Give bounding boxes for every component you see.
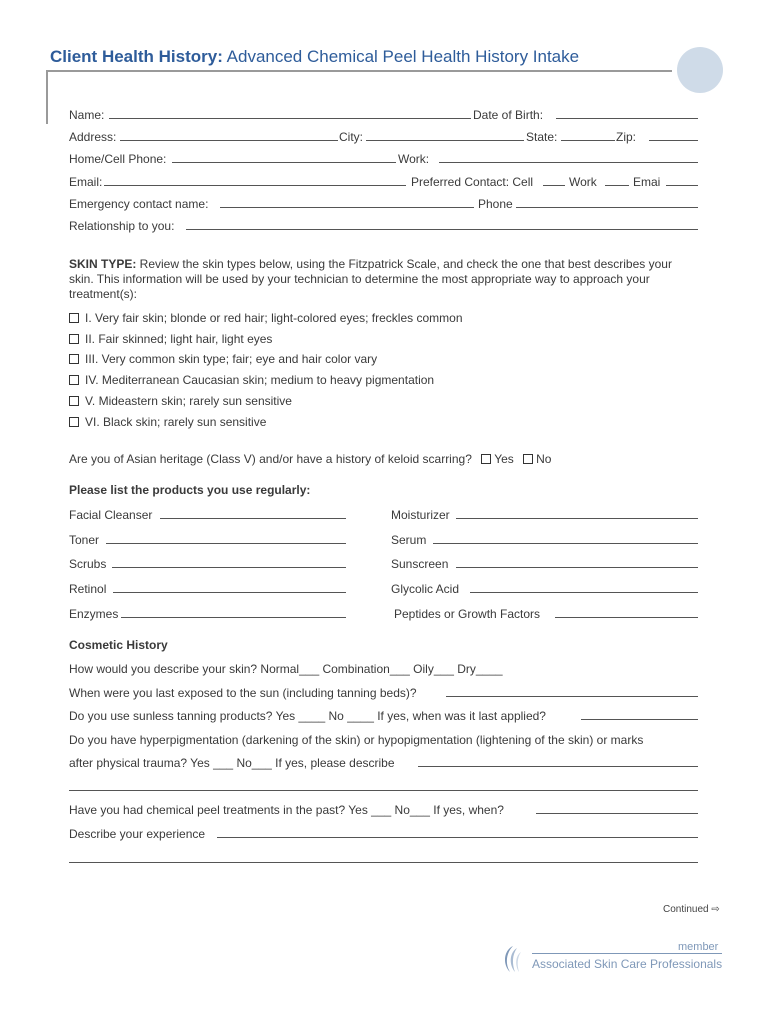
address-input[interactable] — [120, 130, 338, 141]
asian-heritage-row — [69, 452, 699, 466]
skin-option-label: III. Very common skin type; fair; eye and hair color vary — [85, 352, 378, 366]
pigmentation-question: Do you have hyperpigmentation (darkening of the skin) or hypopigmentation (lightening of the skin) or marks — [69, 733, 644, 747]
preferred-work-input[interactable] — [605, 175, 629, 186]
home-phone-label: Home/Cell Phone: — [69, 152, 167, 166]
sunless-tanning-input[interactable] — [581, 709, 698, 720]
product-label: Toner — [69, 533, 100, 547]
pigmentation-input-line-2[interactable] — [69, 780, 698, 791]
name-label: Name: — [69, 108, 105, 122]
member-rule — [532, 953, 722, 954]
product-label: Glycolic Acid — [391, 582, 460, 596]
skin-type-text: Review the skin types below, using the Fitzpatrick Scale, and check the one that best describes your skin. This information will be used by your technician to determine the most appropriate way to approach your treatment(s): — [69, 257, 672, 301]
product-sunscreen — [391, 557, 448, 571]
relationship-input[interactable] — [186, 219, 698, 230]
retinol-input[interactable] — [113, 582, 346, 593]
skin-option-3[interactable] — [69, 352, 699, 366]
experience-row — [69, 827, 699, 841]
asian-no-option[interactable] — [523, 452, 551, 466]
serum-input[interactable] — [433, 533, 698, 544]
email-label: Email: — [69, 175, 103, 189]
products-heading: Please list the products you use regularly: — [69, 483, 311, 497]
chemical-peel-row — [69, 803, 699, 817]
skin-option-6[interactable] — [69, 415, 699, 429]
product-glycolic-acid — [391, 582, 459, 596]
skin-option-5[interactable] — [69, 394, 699, 408]
skin-option-label: VI. Black skin; rarely sun sensitive — [85, 415, 267, 429]
preferred-email-input[interactable] — [666, 175, 698, 186]
chemical-peel-input[interactable] — [536, 803, 698, 814]
title-bold: Client Health History: — [50, 47, 223, 66]
city-label: City: — [339, 130, 363, 144]
relationship-label: Relationship to you: — [69, 219, 175, 233]
scrubs-input[interactable] — [112, 557, 346, 568]
product-label: Scrubs — [69, 557, 107, 571]
skin-option-4[interactable] — [69, 373, 699, 387]
experience-input[interactable] — [217, 827, 698, 838]
preferred-cell-input[interactable] — [543, 175, 565, 186]
skin-option-label: V. Mideastern skin; rarely sun sensitive — [85, 394, 292, 408]
emergency-label: Emergency contact name: — [69, 197, 209, 211]
product-label: Facial Cleanser — [69, 508, 153, 522]
checkbox-icon[interactable] — [69, 334, 79, 344]
checkbox-icon[interactable] — [481, 454, 491, 464]
skin-type-heading: SKIN TYPE: — [69, 257, 137, 271]
checkbox-icon[interactable] — [69, 375, 79, 385]
work-phone-input[interactable] — [439, 152, 698, 163]
checkbox-icon[interactable] — [69, 354, 79, 364]
work-label: Work: — [398, 152, 430, 166]
preferred-email-label: Emai — [633, 175, 661, 189]
asian-heritage-question: Are you of Asian heritage (Class V) and/or have a history of keloid scarring? — [69, 452, 472, 466]
product-label: Enzymes — [69, 607, 119, 621]
relationship-row — [69, 219, 699, 233]
cosmetic-history-heading: Cosmetic History — [69, 638, 168, 652]
preferred-contact-label: Preferred Contact: Cell — [411, 175, 534, 189]
skin-option-label: I. Very fair skin; blonde or red hair; light-colored eyes; freckles common — [85, 311, 463, 325]
sun-exposure-row — [69, 686, 699, 700]
checkbox-icon[interactable] — [523, 454, 533, 464]
page-title — [50, 47, 579, 67]
phone-label: Phone — [478, 197, 513, 211]
header-circle-decoration — [677, 47, 723, 93]
checkbox-icon[interactable] — [69, 313, 79, 323]
phone-row — [69, 152, 699, 166]
continued-label: Continued ⇨ — [663, 904, 720, 915]
sunless-tanning-row — [69, 709, 699, 723]
product-scrubs — [69, 557, 106, 571]
email-row — [69, 175, 699, 189]
peptides-input[interactable] — [555, 607, 698, 618]
toner-input[interactable] — [106, 533, 346, 544]
organization-name: Associated Skin Care Professionals — [532, 957, 723, 971]
pigmentation-question-cont: after physical trauma? Yes ___ No___ If yes, please describe — [69, 756, 395, 770]
state-label: State: — [526, 130, 558, 144]
facial-cleanser-input[interactable] — [160, 508, 346, 519]
city-input[interactable] — [366, 130, 524, 141]
pigmentation-input[interactable] — [418, 756, 698, 767]
skin-description-question: How would you describe your skin? Normal___ Combination___ Oily___ Dry____ — [69, 662, 503, 676]
member-label: member — [678, 941, 719, 953]
name-row — [69, 108, 699, 122]
product-label: Sunscreen — [391, 557, 449, 571]
skin-option-label: II. Fair skinned; light hair, light eyes — [85, 332, 273, 346]
checkbox-icon[interactable] — [69, 396, 79, 406]
header-vertical-rule — [46, 70, 48, 124]
yes-label: Yes — [494, 452, 514, 466]
experience-label: Describe your experience — [69, 827, 206, 841]
product-label: Serum — [391, 533, 427, 547]
skin-option-2[interactable] — [69, 332, 699, 346]
product-retinol — [69, 582, 106, 596]
state-input[interactable] — [561, 130, 615, 141]
skin-option-1[interactable] — [69, 311, 699, 325]
product-toner — [69, 533, 99, 547]
emergency-phone-input[interactable] — [516, 197, 698, 208]
glycolic-acid-input[interactable] — [470, 582, 698, 593]
emergency-input[interactable] — [220, 197, 474, 208]
home-phone-input[interactable] — [172, 152, 396, 163]
email-input[interactable] — [104, 175, 406, 186]
header-rule — [46, 70, 672, 72]
title-rest: Advanced Chemical Peel Health History Intake — [222, 47, 580, 66]
product-enzymes — [69, 607, 118, 621]
preferred-work-label: Work — [569, 175, 597, 189]
skin-option-label: IV. Mediterranean Caucasian skin; medium to heavy pigmentation — [85, 373, 435, 387]
product-label: Moisturizer — [391, 508, 450, 522]
sun-exposure-question: When were you last exposed to the sun (including tanning beds)? — [69, 686, 417, 700]
chemical-peel-question: Have you had chemical peel treatments in the past? Yes ___ No___ If yes, when? — [69, 803, 504, 817]
sun-exposure-input[interactable] — [446, 686, 698, 697]
no-label: No — [536, 452, 552, 466]
emergency-row — [69, 197, 699, 211]
pigmentation-row — [69, 756, 699, 770]
address-row — [69, 130, 699, 144]
dob-label: Date of Birth: — [473, 108, 544, 122]
ascp-logo-icon — [500, 944, 526, 974]
product-label: Retinol — [69, 582, 107, 596]
sunless-tanning-question: Do you use sunless tanning products? Yes ____ No ____ If yes, when was it last applied? — [69, 709, 546, 723]
enzymes-input[interactable] — [121, 607, 346, 618]
product-moisturizer — [391, 508, 450, 522]
product-peptides — [394, 607, 540, 621]
address-label: Address: — [69, 130, 117, 144]
asian-yes-option[interactable] — [481, 452, 514, 466]
moisturizer-input[interactable] — [456, 508, 698, 519]
product-label: Peptides or Growth Factors — [394, 607, 541, 621]
name-input[interactable] — [109, 108, 471, 119]
experience-input-line-2[interactable] — [69, 852, 698, 863]
skin-type-intro — [69, 257, 699, 302]
zip-label: Zip: — [616, 130, 637, 144]
dob-input[interactable] — [556, 108, 698, 119]
product-serum — [391, 533, 426, 547]
zip-input[interactable] — [649, 130, 698, 141]
checkbox-icon[interactable] — [69, 417, 79, 427]
product-facial-cleanser — [69, 508, 152, 522]
sunscreen-input[interactable] — [456, 557, 698, 568]
